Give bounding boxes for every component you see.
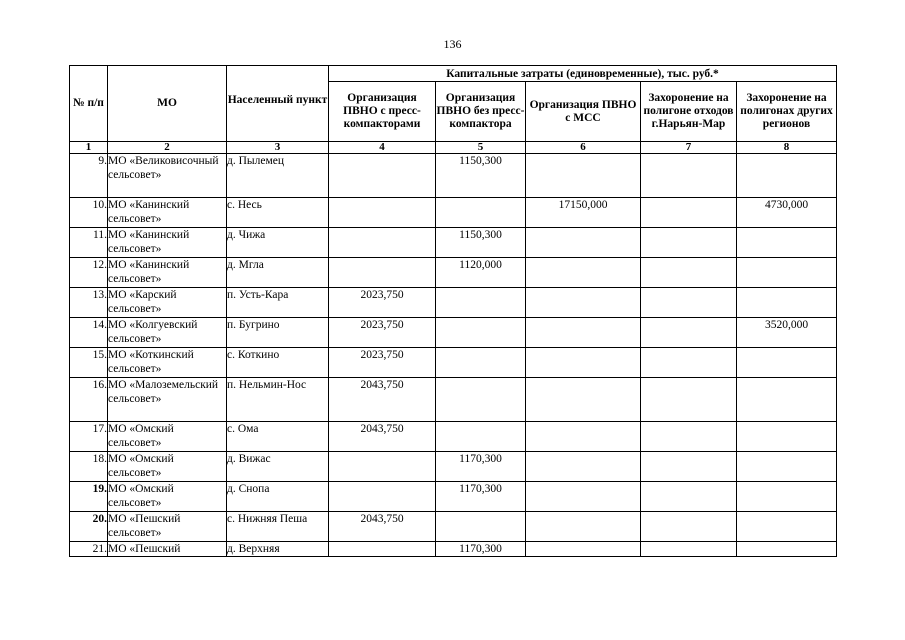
cost-mss-cell: [526, 482, 641, 512]
settlement-cell: с. Нижняя Пеша: [227, 512, 329, 542]
cost-other-regions-landfill-cell: [737, 452, 837, 482]
row-number: 13.: [70, 288, 108, 318]
settlement-cell: с. Несь: [227, 198, 329, 228]
header-col8: Захоронение на полигонах других регионов: [737, 82, 837, 142]
cost-naryan-mar-landfill-cell: [641, 542, 737, 557]
row-number: 16.: [70, 378, 108, 422]
cost-mss-cell: [526, 228, 641, 258]
cost-no-press-compactor-cell: 1150,300: [436, 154, 526, 198]
table-row: [70, 512, 837, 542]
table-row: [70, 452, 837, 482]
cost-no-press-compactor-cell: 1120,000: [436, 258, 526, 288]
cost-press-compactor-cell: 2043,750: [329, 378, 436, 422]
municipality-cell: МО «Колгуевский сельсовет»: [108, 318, 227, 348]
cost-mss-cell: [526, 258, 641, 288]
row-number: 17.: [70, 422, 108, 452]
cost-mss-cell: [526, 378, 641, 422]
row-number: 21.: [70, 542, 108, 557]
cost-other-regions-landfill-cell: [737, 154, 837, 198]
cost-naryan-mar-landfill-cell: [641, 258, 737, 288]
cost-press-compactor-cell: [329, 258, 436, 288]
settlement-cell: д. Верхняя: [227, 542, 329, 557]
column-number: 7: [641, 142, 737, 154]
row-number: 14.: [70, 318, 108, 348]
table-row: [70, 154, 837, 198]
cost-press-compactor-cell: 2023,750: [329, 318, 436, 348]
page-number: 136: [443, 37, 462, 51]
cost-press-compactor-cell: [329, 452, 436, 482]
cost-no-press-compactor-cell: [436, 348, 526, 378]
settlement-cell: п. Бугрино: [227, 318, 329, 348]
cost-mss-cell: [526, 452, 641, 482]
settlement-cell: д. Чижа: [227, 228, 329, 258]
cost-naryan-mar-landfill-cell: [641, 452, 737, 482]
settlement-cell: д. Мгла: [227, 258, 329, 288]
cost-other-regions-landfill-cell: [737, 422, 837, 452]
settlement-cell: п. Нельмин-Нос: [227, 378, 329, 422]
cost-naryan-mar-landfill-cell: [641, 228, 737, 258]
table-row: [70, 288, 837, 318]
cost-other-regions-landfill-cell: 3520,000: [737, 318, 837, 348]
table-row: [70, 348, 837, 378]
cost-no-press-compactor-cell: [436, 288, 526, 318]
cost-no-press-compactor-cell: [436, 198, 526, 228]
cost-press-compactor-cell: [329, 198, 436, 228]
municipality-cell: МО «Великовисочный сельсовет»: [108, 154, 227, 198]
municipality-cell: МО «Омский сельсовет»: [108, 452, 227, 482]
settlement-cell: с. Ома: [227, 422, 329, 452]
cost-no-press-compactor-cell: [436, 318, 526, 348]
column-number: 6: [526, 142, 641, 154]
table-row: [70, 378, 837, 422]
municipality-cell: МО «Омский сельсовет»: [108, 422, 227, 452]
municipality-cell: МО «Канинский сельсовет»: [108, 228, 227, 258]
table-row: [70, 228, 837, 258]
cost-naryan-mar-landfill-cell: [641, 482, 737, 512]
settlement-cell: д. Снопа: [227, 482, 329, 512]
cost-press-compactor-cell: [329, 482, 436, 512]
cost-no-press-compactor-cell: 1170,300: [436, 542, 526, 557]
column-number: 8: [737, 142, 837, 154]
capital-costs-table: [69, 65, 837, 557]
table-row: [70, 422, 837, 452]
column-number: 4: [329, 142, 436, 154]
header-col5: Организация ПВНО без пресс-компактора: [436, 82, 526, 142]
settlement-cell: с. Коткино: [227, 348, 329, 378]
cost-naryan-mar-landfill-cell: [641, 288, 737, 318]
cost-other-regions-landfill-cell: [737, 482, 837, 512]
row-number: 9.: [70, 154, 108, 198]
cost-other-regions-landfill-cell: 4730,000: [737, 198, 837, 228]
header-no: № п/п: [70, 66, 108, 142]
cost-press-compactor-cell: 2023,750: [329, 288, 436, 318]
column-number: 2: [108, 142, 227, 154]
cost-no-press-compactor-cell: 1170,300: [436, 482, 526, 512]
table-row: [70, 198, 837, 228]
cost-mss-cell: [526, 348, 641, 378]
cost-no-press-compactor-cell: 1170,300: [436, 452, 526, 482]
cost-naryan-mar-landfill-cell: [641, 318, 737, 348]
column-number: 3: [227, 142, 329, 154]
row-number: 20.: [70, 512, 108, 542]
settlement-cell: п. Усть-Кара: [227, 288, 329, 318]
cost-other-regions-landfill-cell: [737, 348, 837, 378]
row-number: 10.: [70, 198, 108, 228]
row-number: 18.: [70, 452, 108, 482]
table-row: [70, 258, 837, 288]
row-number: 11.: [70, 228, 108, 258]
cost-press-compactor-cell: 2043,750: [329, 422, 436, 452]
table-body: [70, 154, 837, 557]
header-col6: Организация ПВНО с МСС: [526, 82, 641, 142]
cost-mss-cell: 17150,000: [526, 198, 641, 228]
column-number-row: [70, 142, 837, 154]
municipality-cell: МО «Канинский сельсовет»: [108, 258, 227, 288]
municipality-cell: МО «Коткинский сельсовет»: [108, 348, 227, 378]
cost-other-regions-landfill-cell: [737, 288, 837, 318]
column-number: 5: [436, 142, 526, 154]
cost-press-compactor-cell: 2043,750: [329, 512, 436, 542]
row-number: 12.: [70, 258, 108, 288]
header-capital-costs: Капитальные затраты (единовременные), тыс. руб.*: [329, 66, 837, 82]
cost-press-compactor-cell: 2023,750: [329, 348, 436, 378]
row-number: 15.: [70, 348, 108, 378]
table-row: [70, 318, 837, 348]
row-number: 19.: [70, 482, 108, 512]
settlement-cell: д. Вижас: [227, 452, 329, 482]
cost-mss-cell: [526, 542, 641, 557]
header-settlement: Населенный пункт: [227, 66, 329, 142]
cost-naryan-mar-landfill-cell: [641, 512, 737, 542]
cost-mss-cell: [526, 154, 641, 198]
table-row: [70, 482, 837, 512]
cost-no-press-compactor-cell: [436, 512, 526, 542]
municipality-cell: МО «Омский сельсовет»: [108, 482, 227, 512]
municipality-cell: МО «Малоземельский сельсовет»: [108, 378, 227, 422]
header-mo: МО: [108, 66, 227, 142]
cost-naryan-mar-landfill-cell: [641, 348, 737, 378]
settlement-cell: д. Пылемец: [227, 154, 329, 198]
cost-other-regions-landfill-cell: [737, 512, 837, 542]
cost-naryan-mar-landfill-cell: [641, 154, 737, 198]
municipality-cell: МО «Пешский: [108, 542, 227, 557]
municipality-cell: МО «Карский сельсовет»: [108, 288, 227, 318]
header-col7: Захоронение на полигоне отходов г.Нарьян-Мар: [641, 82, 737, 142]
cost-naryan-mar-landfill-cell: [641, 378, 737, 422]
cost-mss-cell: [526, 422, 641, 452]
cost-other-regions-landfill-cell: [737, 378, 837, 422]
cost-press-compactor-cell: [329, 228, 436, 258]
cost-press-compactor-cell: [329, 542, 436, 557]
cost-other-regions-landfill-cell: [737, 228, 837, 258]
cost-naryan-mar-landfill-cell: [641, 198, 737, 228]
header-col4: Организация ПВНО с пресс-компакторами: [329, 82, 436, 142]
table-row: [70, 542, 837, 557]
cost-no-press-compactor-cell: [436, 422, 526, 452]
cost-mss-cell: [526, 288, 641, 318]
cost-mss-cell: [526, 512, 641, 542]
municipality-cell: МО «Канинский сельсовет»: [108, 198, 227, 228]
cost-press-compactor-cell: [329, 154, 436, 198]
cost-other-regions-landfill-cell: [737, 258, 837, 288]
cost-mss-cell: [526, 318, 641, 348]
cost-naryan-mar-landfill-cell: [641, 422, 737, 452]
column-number: 1: [70, 142, 108, 154]
cost-other-regions-landfill-cell: [737, 542, 837, 557]
municipality-cell: МО «Пешский сельсовет»: [108, 512, 227, 542]
cost-no-press-compactor-cell: [436, 378, 526, 422]
cost-no-press-compactor-cell: 1150,300: [436, 228, 526, 258]
